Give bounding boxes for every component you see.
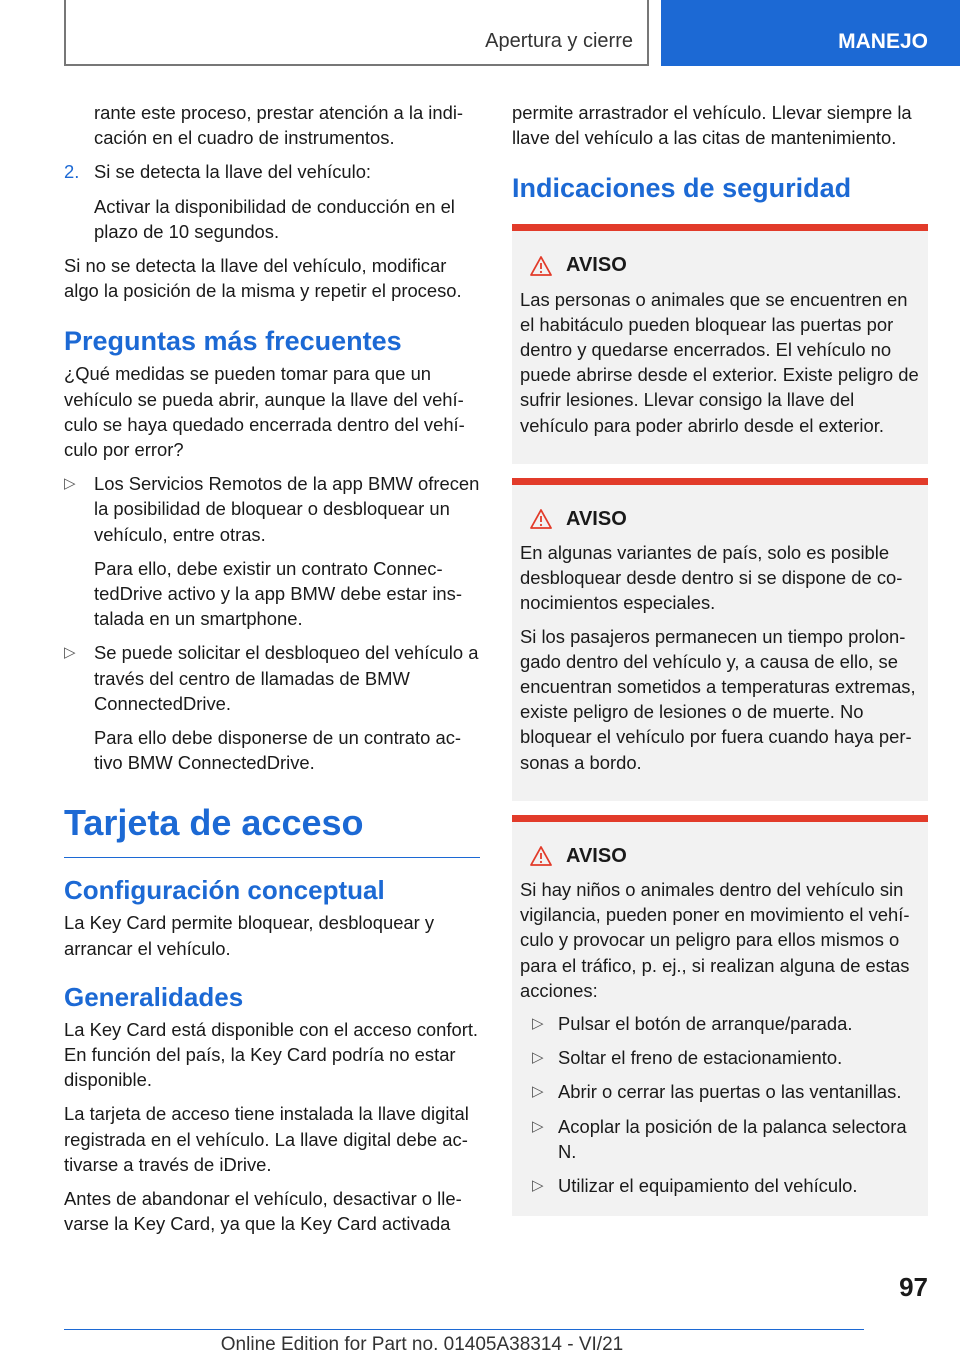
faq-heading: Preguntas más frecuentes — [64, 326, 402, 357]
faq-bullet-1-sub: Para ello, debe existir un contrato ConnectedDrive activo y la app BMW debe estar instalada en un smartphone. — [94, 557, 462, 630]
warning-box-1 — [512, 224, 928, 463]
continued-paragraph: permite arrastrador el vehículo. Llevar siempre la llave del vehículo a las citas de mantenimiento. — [512, 102, 912, 149]
header-chapter-label: MANEJO — [838, 30, 928, 53]
triangle-bullet-icon: ▷ — [532, 1049, 544, 1067]
concept-text: La Key Card permite bloquear, desbloquear y arrancar el vehículo. — [64, 912, 435, 959]
safety-heading: Indicaciones de seguridad — [512, 173, 852, 204]
warning-title: AVISO — [566, 254, 627, 277]
warning-triangle-icon — [530, 846, 552, 866]
warning-title: AVISO — [566, 844, 627, 867]
continued-paragraph: rante este proceso, prestar atención a la indicación en el cuadro de instrumentos. — [94, 102, 464, 149]
left-column — [64, 100, 480, 1246]
warning-box-2 — [512, 478, 928, 801]
step-text: Si se detecta la llave del vehículo: — [94, 161, 372, 183]
general-heading: Generalidades — [64, 981, 244, 1012]
faq-question: ¿Qué medidas se pueden tomar para que un vehículo se pueda abrir, aunque la llave del vehículo se haya quedado encerrada dentro del vehículo por error? — [64, 363, 465, 461]
footer-divider — [64, 1329, 864, 1330]
triangle-bullet-icon: ▷ — [532, 1015, 544, 1033]
card-heading: Tarjeta de acceso — [64, 801, 480, 858]
triangle-bullet-icon: ▷ — [64, 644, 76, 662]
triangle-bullet-icon: ▷ — [64, 475, 76, 493]
header-section-title: Apertura y cierre — [485, 30, 633, 52]
list-item: ▷ Abrir o cerrar las puertas o las ventanillas. — [520, 1079, 920, 1104]
warning-triangle-icon — [530, 509, 552, 529]
concept-heading: Configuración conceptual — [64, 875, 385, 906]
list-item: ▷ Pulsar el botón de arranque/parada. — [520, 1011, 920, 1036]
list-item: ▷ Acoplar la posición de la palanca selectora N. — [520, 1114, 920, 1164]
warning-text-1: En algunas variantes de país, solo es posible desbloquear desde dentro si se dispone de conocimientos especiales. — [520, 542, 903, 614]
right-column — [512, 100, 928, 1216]
step-sub-text: Activar la disponibilidad de conducción en el plazo de 10 segundos. — [94, 195, 455, 242]
warning-box-3 — [512, 815, 928, 1216]
triangle-bullet-icon: ▷ — [532, 1083, 544, 1101]
list-item: ▷ Soltar el freno de estacionamiento. — [520, 1045, 920, 1070]
general-paragraph-2: La tarjeta de acceso tiene instalada la llave digital registrada en el vehículo. La llave digital debe activarse a través de iDrive. — [64, 1103, 469, 1175]
triangle-bullet-icon: ▷ — [532, 1117, 544, 1135]
warning-title: AVISO — [566, 507, 627, 530]
footer-edition-text: Online Edition for Part no. 01405A38314 - VI/21 — [220, 1334, 624, 1355]
warning-text: Si hay niños o animales dentro del vehículo sin vigilancia, pueden poner en movimiento el vehículo y provocar un peligro para ellos mismos o para el tráfico, p. ej., si realizan alguna de estas acciones: — [520, 879, 910, 1001]
warning-text: Las personas o animales que se encuentren en el habitáculo pueden bloquear las puertas por dentro y quedarse encerrados. El vehículo no puede abrirse desde el exterior. Existe peligro de sufrir lesiones. Llevar consigo la llave del vehículo para poder abrirlo desde el exterior. — [520, 288, 919, 436]
general-paragraph-1: La Key Card está disponible con el acceso confort. En función del país, la Key Card podría no estar disponible. — [64, 1018, 479, 1091]
warning-text-2: Si los pasajeros permanecen un tiempo prolongado dentro del vehículo y, a causa de ello, se encuentran sometidos a temperaturas extremas, existe peligro de lesiones o de muerte. No bloquear el vehículo por fuera cuando haya personas a bordo. — [520, 625, 916, 773]
page-number: 97 — [899, 1272, 928, 1302]
faq-bullet-2-sub: Para ello debe disponerse de un contrato activo BMW ConnectedDrive. — [94, 727, 462, 774]
step-2 — [64, 159, 480, 184]
retry-paragraph: Si no se detecta la llave del vehículo, modificar algo la posición de la misma y repetir el proceso. — [64, 255, 462, 302]
warning-triangle-icon — [530, 256, 552, 276]
faq-bullet-1: ▷ Los Servicios Remotos de la app BMW ofrecen la posibilidad de bloquear o desbloquear un vehículo, entre otras. — [64, 471, 480, 547]
general-paragraph-3: Antes de abandonar el vehículo, desactivar o llevarse la Key Card, ya que la Key Card activada — [64, 1188, 462, 1235]
footer — [0, 1334, 960, 1356]
faq-bullet-2: ▷ Se puede solicitar el desbloqueo del vehículo a través del centro de llamadas de BMW ConnectedDrive. — [64, 640, 480, 716]
triangle-bullet-icon: ▷ — [532, 1177, 544, 1195]
header-chapter-tab — [661, 0, 960, 66]
header-section-box — [64, 0, 649, 66]
step-number: 2. — [64, 161, 80, 183]
list-item: ▷ Utilizar el equipamiento del vehículo. — [520, 1173, 920, 1198]
